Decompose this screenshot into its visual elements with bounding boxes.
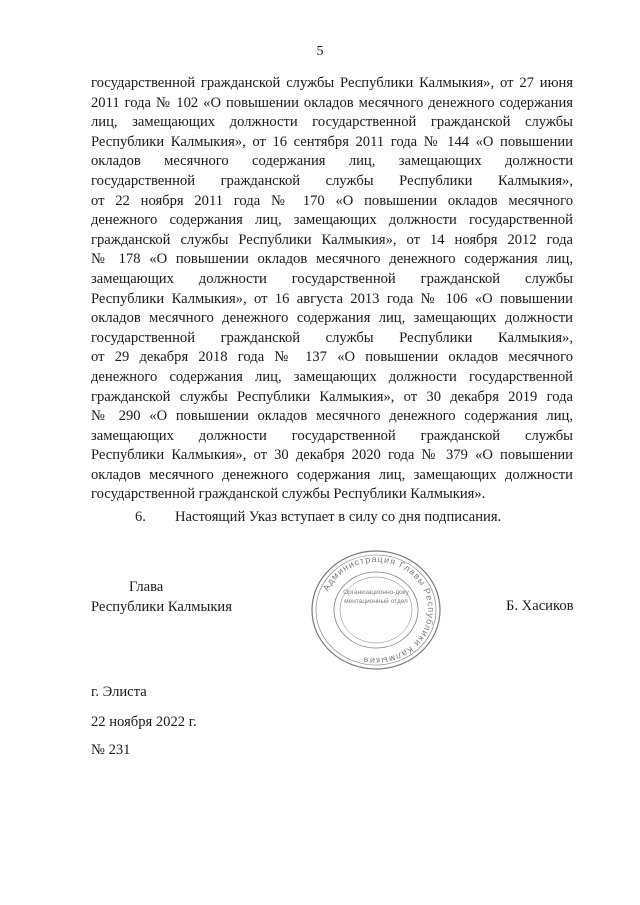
paragraph-line: гражданской службы Республики Калмыкия», от 30 декабря 2019 года [91, 388, 573, 405]
paragraph-line: от 22 ноября 2011 года № 170 «О повышении окладов месячного [91, 192, 573, 209]
paragraph-line: государственной гражданской службы Республики Калмыкия», от 27 июня [91, 75, 573, 91]
paragraph-line: Республики Калмыкия», от 16 августа 2013 года № 106 «О повышении [91, 290, 573, 307]
signatory-title [91, 578, 232, 617]
paragraph-line: государственной гражданской службы Республики Калмыкия», [91, 172, 573, 189]
issue-city: г. Элиста [91, 684, 147, 700]
paragraph-line: государственной гражданской службы Республики Калмыкия», [91, 329, 573, 346]
paragraph-line: Республики Калмыкия», от 16 сентября 2011 года № 144 «О повышении [91, 133, 573, 150]
decree-paragraph [91, 74, 573, 505]
signatory-title-line2: Республики Калмыкия [91, 598, 232, 615]
paragraph-line: замещающих должности государственной гражданской службы [91, 427, 573, 444]
item-text: Настоящий Указ вступает в силу со дня подписания. [175, 509, 502, 525]
paragraph-line: окладов месячного содержания лиц, замещающих должности [91, 153, 573, 170]
decree-item-6 [135, 508, 501, 528]
paragraph-line: Республики Калмыкия», от 30 декабря 2020 года № 379 «О повышении [91, 447, 573, 464]
paragraph-line: денежного содержания лиц, замещающих должности государственной [91, 368, 573, 385]
paragraph-line: окладов месячного денежного содержания лиц, замещающих должности [91, 310, 573, 327]
signatory-title-line1: Глава [129, 579, 164, 595]
paragraph-line: от 29 декабря 2018 года № 137 «О повышении окладов месячного [91, 349, 573, 366]
stamp-outer-text: Администрация Главы Республики Калмыкия [320, 553, 437, 667]
paragraph-line: лиц, замещающих должности государственной гражданской службы [91, 114, 573, 131]
paragraph-line: 2011 года № 102 «О повышении окладов месячного денежного содержания [91, 94, 573, 111]
page-number: 5 [316, 44, 324, 59]
paragraph-line: гражданской службы Республики Калмыкия», от 14 ноября 2012 года [91, 231, 573, 248]
item-number: 6. [135, 509, 146, 525]
paragraph-line: № 290 «О повышении окладов месячного денежного содержания лиц, [91, 408, 573, 425]
official-stamp [309, 548, 443, 672]
paragraph-line: № 178 «О повышении окладов месячного денежного содержания лиц, [91, 251, 573, 268]
issue-date: 22 ноября 2022 г. [91, 714, 197, 730]
paragraph-line: окладов месячного денежного содержания лиц, замещающих должности [91, 466, 573, 483]
stamp-inner-text: Организационно-документационный отдел [343, 589, 409, 605]
decree-number: № 231 [91, 742, 131, 758]
paragraph-line: государственной гражданской службы Республики Калмыкия». [91, 486, 486, 503]
paragraph-line: денежного содержания лиц, замещающих должности государственной [91, 212, 573, 229]
signatory-name: Б. Хасиков [506, 598, 574, 614]
paragraph-line: замещающих должности государственной гражданской службы [91, 270, 573, 287]
